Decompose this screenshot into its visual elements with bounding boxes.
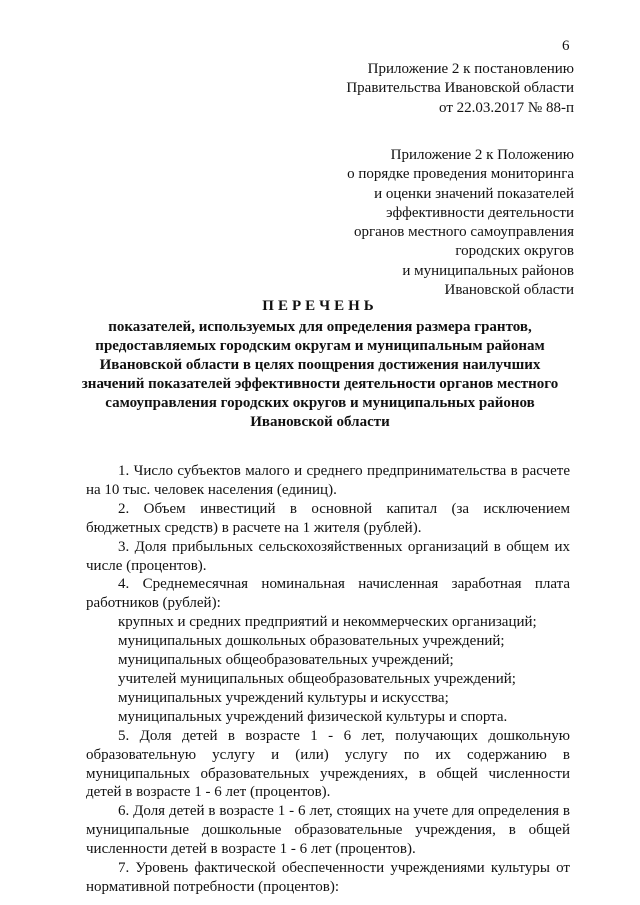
subtitle-line: Ивановской области в целях поощрения достижения наилучших <box>99 357 541 373</box>
subtitle-line: самоуправления городских округов и муниципальных районов <box>105 395 535 411</box>
list-subitem: муниципальных учреждений физической культуры и спорта. <box>118 708 508 725</box>
list-item: 3. Доля прибыльных сельскохозяйственных организаций в общем их числе (процентов). <box>86 538 570 574</box>
document-title: ПЕРЕЧЕНЬ <box>262 298 378 314</box>
list-subitem: муниципальных дошкольных образовательных учреждений; <box>118 633 505 650</box>
appendix-resolution-header <box>346 60 574 118</box>
list-item: 1. Число субъектов малого и среднего предпринимательства в расчете на 10 тыс. человек населения (единиц). <box>86 463 570 498</box>
list-item: 4. Среднемесячная номинальная начисленная заработная плата работников (рублей): <box>86 576 570 612</box>
document-subtitle <box>60 318 580 432</box>
header-line: и муниципальных районов <box>402 262 574 279</box>
list-subitem: крупных и средних предприятий и некоммерческих организаций; <box>118 614 537 631</box>
header-line: и оценки значений показателей <box>374 185 574 202</box>
header-line: от 22.03.2017 № 88-п <box>439 99 574 116</box>
header-line: городских округов <box>455 243 574 260</box>
list-subitem: муниципальных учреждений культуры и искусства; <box>118 689 449 706</box>
header-line: органов местного самоуправления <box>353 224 574 241</box>
list-subitem: муниципальных общеобразовательных учреждений; <box>118 652 454 669</box>
header-line: Приложение 2 к Положению <box>390 147 574 163</box>
subtitle-line: значений показателей эффективности деятельности органов местного <box>81 376 559 392</box>
indicator-list <box>86 462 570 897</box>
list-subitem: учителей муниципальных общеобразовательных учреждений; <box>118 670 516 687</box>
list-item: 2. Объем инвестиций в основной капитал (за исключением бюджетных средств) в расчете на 1 жителя (рублей). <box>86 500 570 536</box>
header-line: эффективности деятельности <box>386 204 574 221</box>
subtitle-line: предоставляемых городским округам и муниципальным районам <box>95 338 545 354</box>
appendix-regulation-header <box>347 146 574 300</box>
header-line: Приложение 2 к постановлению <box>367 61 574 77</box>
header-line: Ивановской области <box>444 282 574 299</box>
list-item: 6. Доля детей в возрасте 1 - 6 лет, стоящих на учете для определения в муниципальные дошкольные образовательные учреждения, в общей численности детей в возрасте 1 - 6 лет (процентов). <box>86 803 570 858</box>
header-line: Правительства Ивановской области <box>346 80 574 97</box>
page-number: 6 <box>562 38 570 54</box>
list-item: 5. Доля детей в возрасте 1 - 6 лет, получающих дошкольную образовательную услугу и (или) услугу по их содержанию в муниципальных образовательных учреждениях, в общей численности детей в возрасте 1 - 6 лет (процентов). <box>86 727 570 801</box>
subtitle-line: Ивановской области <box>250 414 390 430</box>
list-item: 7. Уровень фактической обеспеченности учреждениями культуры от нормативной потребности (процентов): <box>86 860 570 895</box>
subtitle-line: показателей, используемых для определения размера грантов, <box>108 319 532 335</box>
header-line: о порядке проведения мониторинга <box>347 166 574 183</box>
